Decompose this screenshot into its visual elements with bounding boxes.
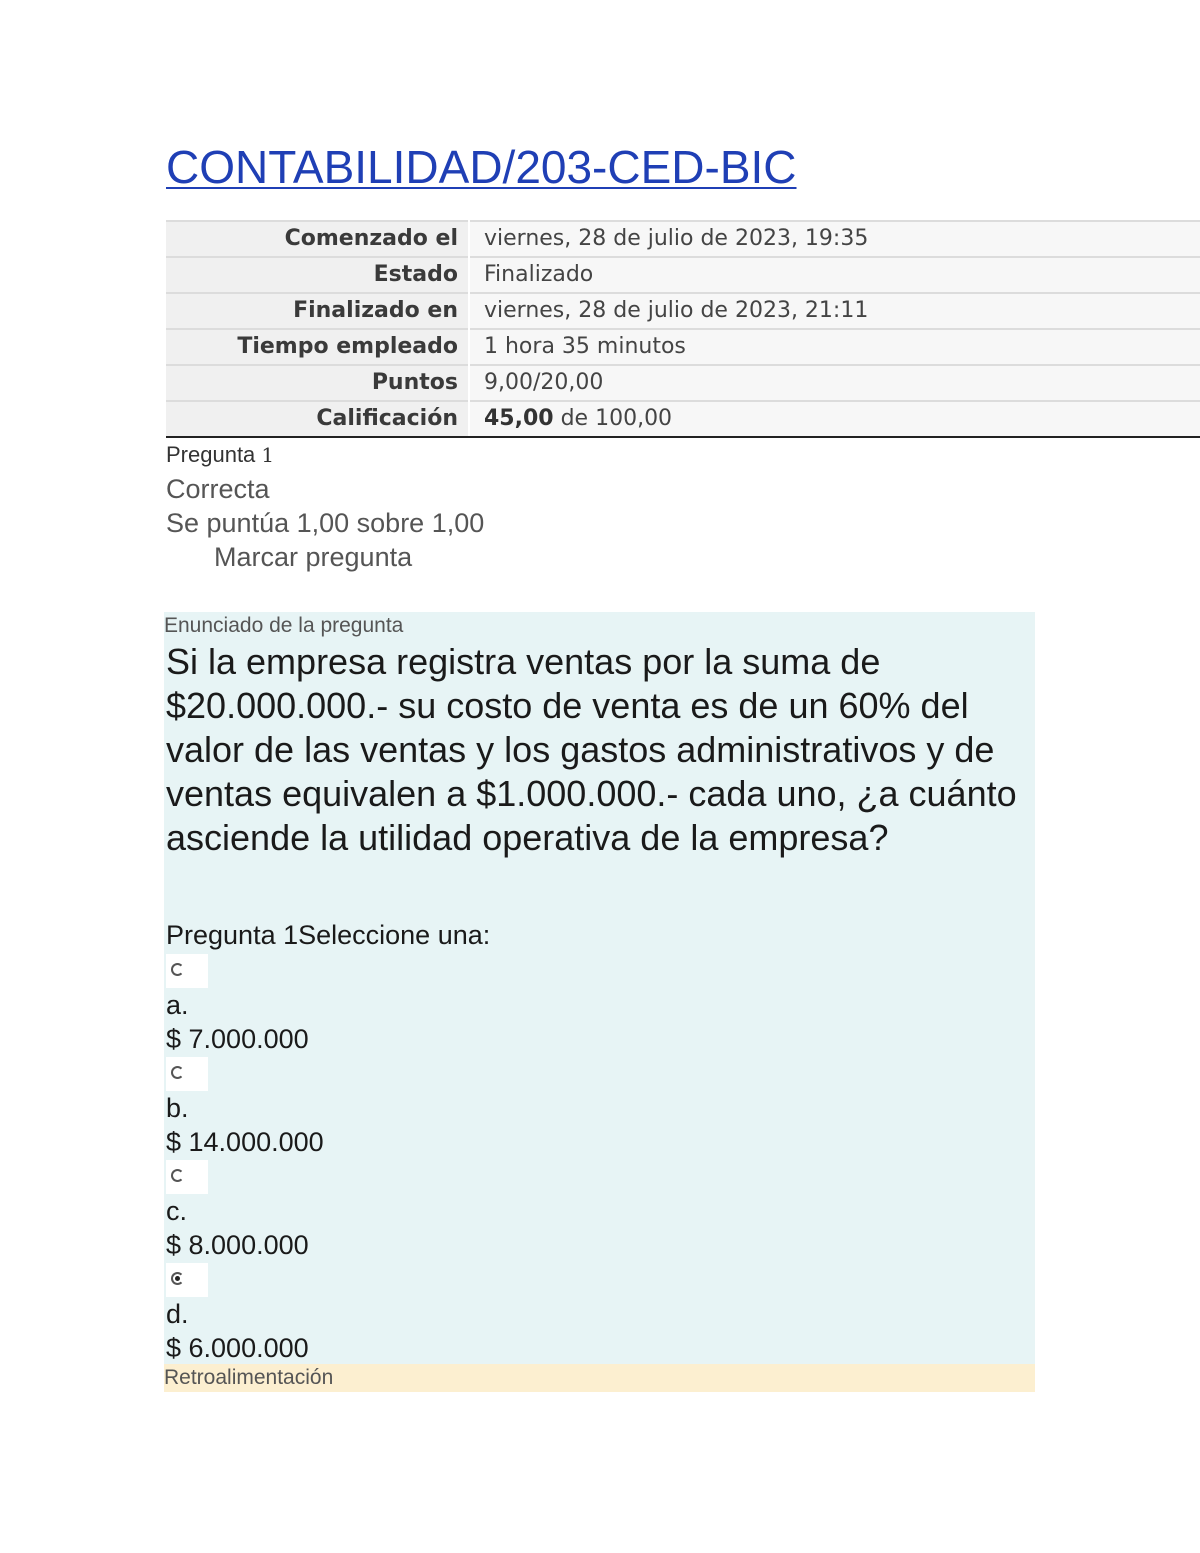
answer-radio-b[interactable] [166,1057,208,1091]
feedback-label: Retroalimentación [164,1364,1035,1392]
answer-radio-c[interactable] [166,1160,208,1194]
summary-row-finished [166,293,1200,329]
grade-score: 45,00 [484,406,554,431]
radio-checked-icon [171,1272,184,1285]
question-number-label: Pregunta [166,442,256,467]
summary-label: Comenzado el [166,221,469,257]
question-text: Si la empresa registra ventas por la suma de $20.000.000.- su costo de venta es de un 60% del valor de las ventas y los gastos administrativos y de ventas equivalen a $1.000.000.- cada uno, ¿a cuánto asciende la utilidad operativa de la empresa? [166,641,1017,858]
question-number [166,440,484,470]
summary-value: viernes, 28 de julio de 2023, 21:11 [469,293,1200,329]
answer-letter: b. [166,1093,189,1123]
grade-out-of: de 100,00 [553,406,673,431]
answer-option-b[interactable] [166,1057,466,1159]
answer-option-c[interactable] [166,1160,466,1262]
answer-option-d[interactable] [166,1263,466,1365]
summary-label: Puntos [166,365,469,401]
radio-icon [171,1169,184,1182]
answer-letter: d. [166,1299,189,1329]
answer-value: $ 8.000.000 [166,1230,309,1260]
summary-label: Calificación [166,401,469,437]
summary-value: Finalizado [469,257,1200,293]
answer-value: $ 6.000.000 [166,1333,309,1363]
summary-row-marks [166,365,1200,401]
answer-prompt: Pregunta 1Seleccione una: [166,920,491,950]
summary-label: Finalizado en [166,293,469,329]
answer-value: $ 7.000.000 [166,1024,309,1054]
question-grade: Se puntúa 1,00 sobre 1,00 [166,508,485,538]
summary-value: viernes, 28 de julio de 2023, 19:35 [469,221,1200,257]
summary-value [469,401,1200,437]
summary-label: Tiempo empleado [166,329,469,365]
summary-row-state [166,257,1200,293]
summary-row-time-taken [166,329,1200,365]
formulation-label: Enunciado de la pregunta [164,614,404,637]
radio-icon [171,963,184,976]
answer-letter: a. [166,990,189,1020]
radio-icon [171,1066,184,1079]
answer-value: $ 14.000.000 [166,1127,324,1157]
summary-label: Estado [166,257,469,293]
answer-letter: c. [166,1196,188,1226]
attempt-summary-table [166,220,1200,438]
question-state: Correcta [166,474,270,504]
summary-row-grade [166,401,1200,437]
summary-value: 1 hora 35 minutos [469,329,1200,365]
answer-option-a[interactable] [166,954,466,1056]
question-info [166,440,484,574]
question-number-value: 1 [261,443,275,467]
course-title-link[interactable]: CONTABILIDAD/203-CED-BIC [166,141,797,193]
flag-question-link[interactable]: Marcar pregunta [214,542,413,572]
summary-row-started [166,221,1200,257]
answer-radio-a[interactable] [166,954,208,988]
answer-radio-d[interactable] [166,1263,208,1297]
summary-value: 9,00/20,00 [469,365,1200,401]
